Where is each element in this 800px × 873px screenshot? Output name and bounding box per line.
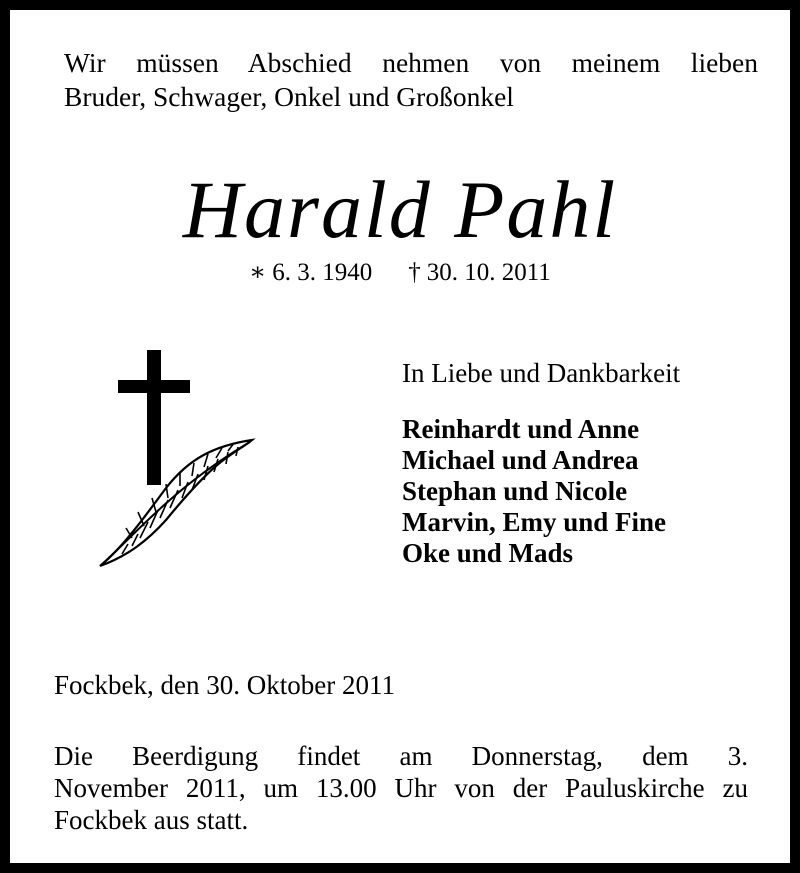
mourner-name: Reinhardt und Anne (402, 414, 640, 444)
funeral-details (54, 740, 748, 836)
mourner-name: Michael und Andrea (402, 445, 639, 475)
death-date: 30. 10. 2011 (426, 259, 551, 286)
feather-icon (100, 440, 252, 566)
death-dagger-icon: † (408, 259, 421, 286)
cross-and-feather (92, 348, 262, 578)
intro-line-2: Bruder, Schwager, Onkel und Großonkel (64, 81, 514, 112)
deceased-name: Harald Pahl (182, 164, 618, 255)
funeral-line-2: November 2011, um 13.00 Uhr von der Pauluskirche zu (54, 773, 748, 803)
cross-icon (118, 350, 190, 485)
place-and-date: Fockbek, den 30. Oktober 2011 (54, 670, 395, 700)
mourner-name: Marvin, Emy und Fine (402, 507, 667, 537)
birth-date: 6. 3. 1940 (272, 259, 373, 286)
funeral-line-1: Die Beerdigung findet am Donnerstag, dem 3. (54, 741, 748, 771)
mourners-list (402, 414, 666, 569)
gratitude-line: In Liebe und Dankbarkeit (402, 358, 681, 388)
birth-star-icon: ∗ (249, 259, 267, 286)
intro-line-1: Wir müssen Abschied nehmen von meinem lieben (64, 47, 758, 78)
life-dates (0, 258, 800, 288)
mourner-name: Stephan und Nicole (402, 476, 628, 506)
mourner-name: Oke und Mads (402, 538, 574, 568)
intro-text (64, 46, 758, 114)
funeral-line-3: Fockbek aus statt. (54, 805, 249, 835)
